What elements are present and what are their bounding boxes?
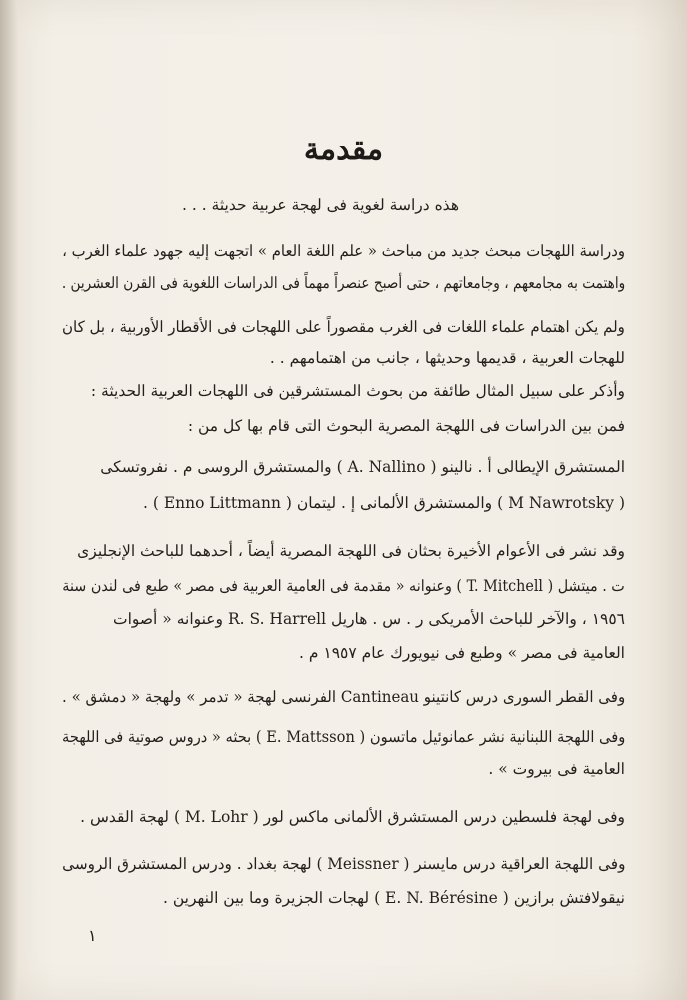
text-line: العامية فى بيروت » .	[488, 760, 625, 778]
text-line: وفى اللهجة العراقية درس مايسنر ( Meissner ) لهجة بغداد . ودرس المستشرق الروسى	[61, 855, 625, 873]
text-line: وفى اللهجة اللبنانية نشر عمانوئيل ماتسون ( E. Mattsson ) بحثه « دروس صوتية فى اللهجة	[61, 728, 625, 746]
text-line: واهتمت به مجامعهم ، وجامعاتهم ، حتى أصبح عنصراً مهماً فى الدراسات اللغوية فى القرن العشرين .	[61, 274, 625, 292]
page-title: مقدمة	[303, 132, 384, 167]
text-line: للهجات العربية ، قديمها وحديثها ، جانب من اهتمامهم . .	[269, 349, 625, 367]
text-line: ولم يكن اهتمام علماء اللغات فى الغرب مقصوراً على اللهجات فى الأقطار الأوربية ، بل كان	[62, 318, 625, 336]
text-line: ١٩٥٦ ، والآخر للباحث الأمريكى ر . س . هاريل R. S. Harrell وعنوانه « أصوات	[112, 610, 625, 628]
text-line: ت . ميتشل ( T. Mitchell ) وعنوانه « مقدمة فى العامية العربية فى مصر » طبع فى لندن سنة	[62, 577, 625, 595]
text-line: نيقولافتش برازين ( E. N. Bérésine ) لهجات الجزيرة وما بين النهرين .	[163, 889, 625, 907]
text-line: ( M Nawrotsky ) والمستشرق الألمانى إ . ليتمان ( Enno Littmann ) .	[143, 494, 625, 512]
text-line: المستشرق الإيطالى أ . نالينو ( A. Nallino ) والمستشرق الروسى م . نفروتسكى	[100, 458, 625, 476]
text-line: وأذكر على سبيل المثال طائفة من بحوث المستشرقين فى اللهجات العربية الحديثة :	[90, 382, 625, 400]
text-line: وفى القطر السورى درس كانتينو Cantineau الفرنسى لهجة « تدمر » ولهجة « دمشق » .	[61, 688, 625, 706]
text-line: وفى لهجة فلسطين درس المستشرق الألمانى ماكس لور ( M. Lohr ) لهجة القدس .	[80, 808, 625, 826]
text-line: وقد نشر فى الأعوام الأخيرة بحثان فى اللهجة المصرية أيضاً ، أحدهما للباحث الإنجليزى	[77, 542, 625, 560]
text-line: ودراسة اللهجات مبحث جديد من مباحث « علم اللغة العام » اتجهت إليه جهود علماء الغرب ،	[62, 242, 625, 260]
text-line: العامية فى مصر » وطبع فى نيويورك عام ١٩٥٧ م .	[299, 644, 625, 662]
text-line: فمن بين الدراسات فى اللهجة المصرية البحوث التى قام بها كل من :	[187, 417, 625, 435]
page-number: ١	[88, 926, 97, 945]
text-line: هذه دراسة لغوية فى لهجة عربية حديثة . . .	[181, 196, 459, 214]
